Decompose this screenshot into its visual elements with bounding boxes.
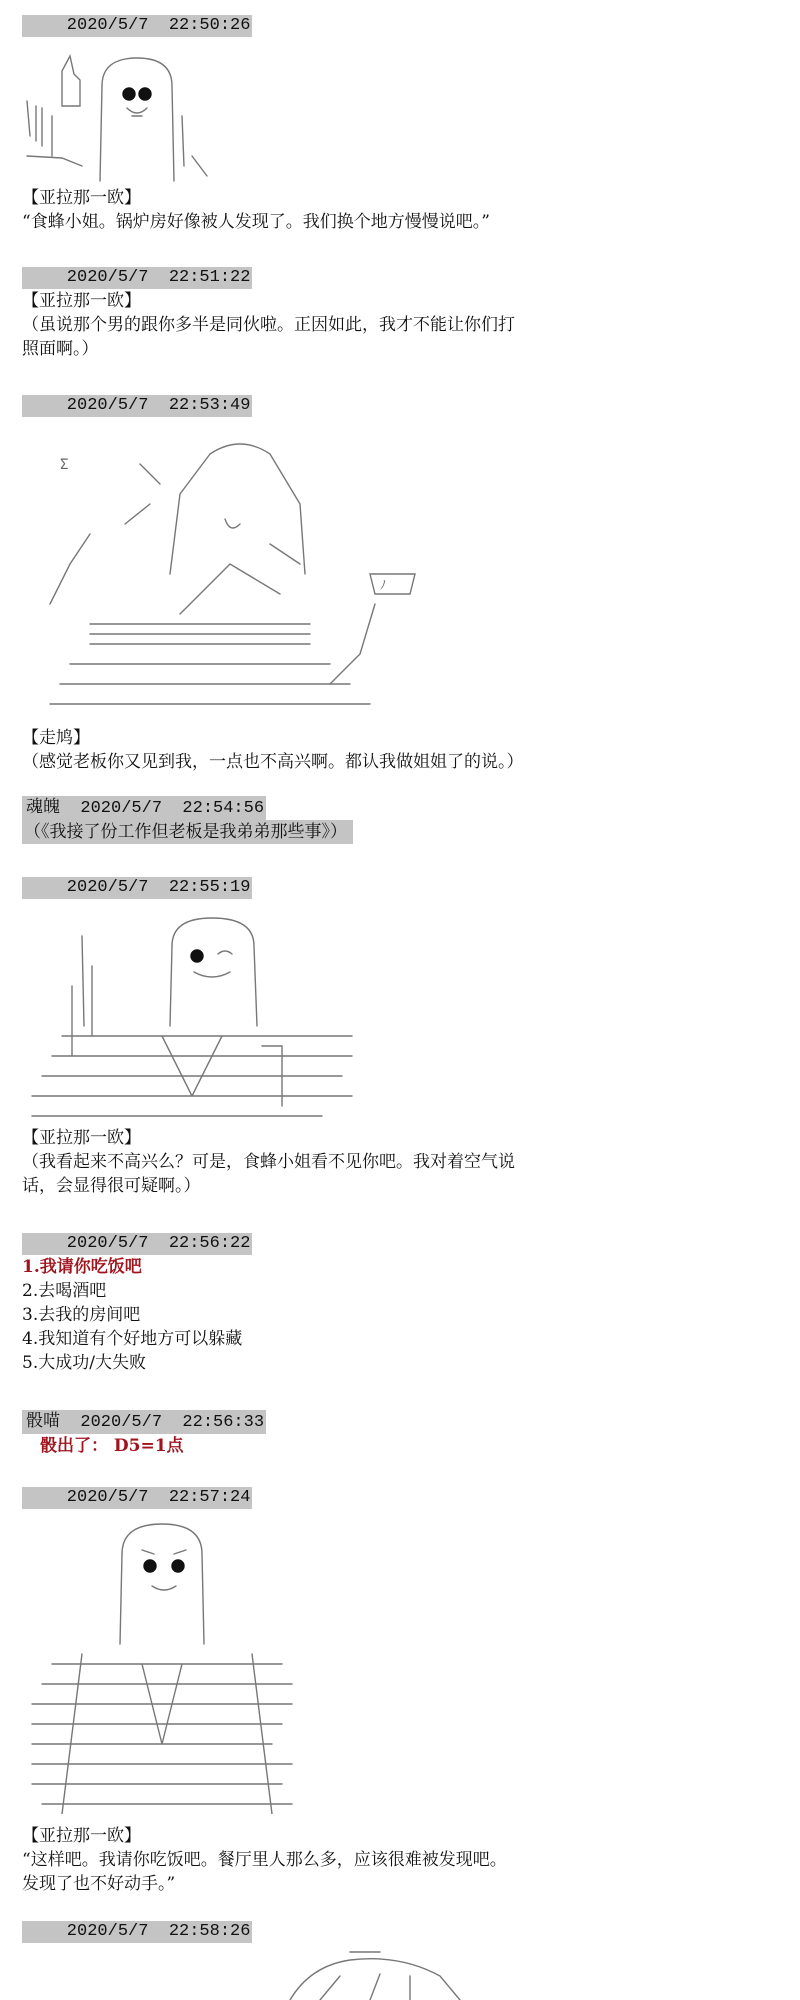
svg-text:ﾉ: ﾉ xyxy=(380,578,387,592)
poster-name: 骰喵 xyxy=(26,1411,60,1431)
post-header: 魂魄 2020/5/7 22:54:56 xyxy=(22,796,266,820)
post-header: 2020/5/7 22:53:49 xyxy=(22,395,252,417)
ascii-art-character-partial xyxy=(270,1946,490,2000)
post-header: 2020/5/7 22:55:19 xyxy=(22,877,252,899)
choice-item: 3.去我的房间吧 xyxy=(22,1305,141,1325)
post xyxy=(22,1232,762,1375)
post-line: “这样吧。我请你吃饭吧。餐厅里人那么多，应该很难被发现吧。 xyxy=(22,1850,507,1870)
speaker-label: 【亚拉那一欧】 xyxy=(22,291,141,311)
choice-item: 5.大成功/大失败 xyxy=(22,1353,146,1373)
post-body xyxy=(22,186,762,234)
post xyxy=(22,796,762,844)
speaker-label: 【亚拉那一欧】 xyxy=(22,188,141,208)
post-header: 2020/5/7 22:50:26 xyxy=(22,15,252,37)
speaker-label: 【亚拉那一欧】 xyxy=(22,1128,141,1148)
poster-name: 魂魄 xyxy=(26,797,60,817)
post-header: 2020/5/7 22:58:26 xyxy=(22,1921,252,1943)
post xyxy=(22,1486,762,1509)
post-line: （虽说那个男的跟你多半是同伙啦。正因如此，我才不能让你们打 xyxy=(22,315,515,335)
post-header: 2020/5/7 22:56:22 xyxy=(22,1233,252,1255)
post xyxy=(22,1920,762,1943)
post-line: （《我接了份工作但老板是我弟弟那些事》） xyxy=(22,820,762,844)
post xyxy=(22,14,762,37)
post xyxy=(22,876,762,899)
post xyxy=(22,266,762,361)
post xyxy=(22,394,762,417)
post xyxy=(22,1410,762,1458)
speaker-label: 【走鸠】 xyxy=(22,728,90,748)
post-body xyxy=(22,1824,762,1896)
post-line: “食蜂小姐。锅炉房好像被人发现了。我们换个地方慢慢说吧。” xyxy=(22,212,490,232)
dice-result: 骰出了： D5=1点 xyxy=(40,1436,184,1456)
post-line: 发现了也不好动手。” xyxy=(22,1874,176,1894)
post-body xyxy=(22,1126,762,1198)
post-line: （我看起来不高兴么？可是，食蜂小姐看不见你吧。我对着空气说 xyxy=(22,1152,515,1172)
ascii-art-character-thumbs-up xyxy=(22,46,212,186)
post-body xyxy=(22,726,762,774)
ascii-art-character-worried xyxy=(22,1514,312,1814)
post-line: 话，会显得很可疑啊。） xyxy=(22,1176,201,1196)
choice-item: 4.我知道有个好地方可以躲藏 xyxy=(22,1329,243,1349)
ascii-art-character-wink xyxy=(22,906,362,1126)
post-header: 骰喵 2020/5/7 22:56:33 xyxy=(22,1410,266,1434)
post-line: 照面啊。） xyxy=(22,339,99,359)
choice-item: 2.去喝酒吧 xyxy=(22,1281,107,1301)
post-line: （感觉老板你又见到我，一点也不高兴啊。都认我做姐姐了的说。） xyxy=(22,752,524,772)
svg-text:Σ: Σ xyxy=(60,457,69,473)
post-header: 2020/5/7 22:51:22 xyxy=(22,267,252,289)
speaker-label: 【亚拉那一欧】 xyxy=(22,1826,141,1846)
choice-item-selected: 1.我请你吃饭吧 xyxy=(22,1257,142,1277)
post-header: 2020/5/7 22:57:24 xyxy=(22,1487,252,1509)
ascii-art-girl-at-counter xyxy=(30,424,430,724)
